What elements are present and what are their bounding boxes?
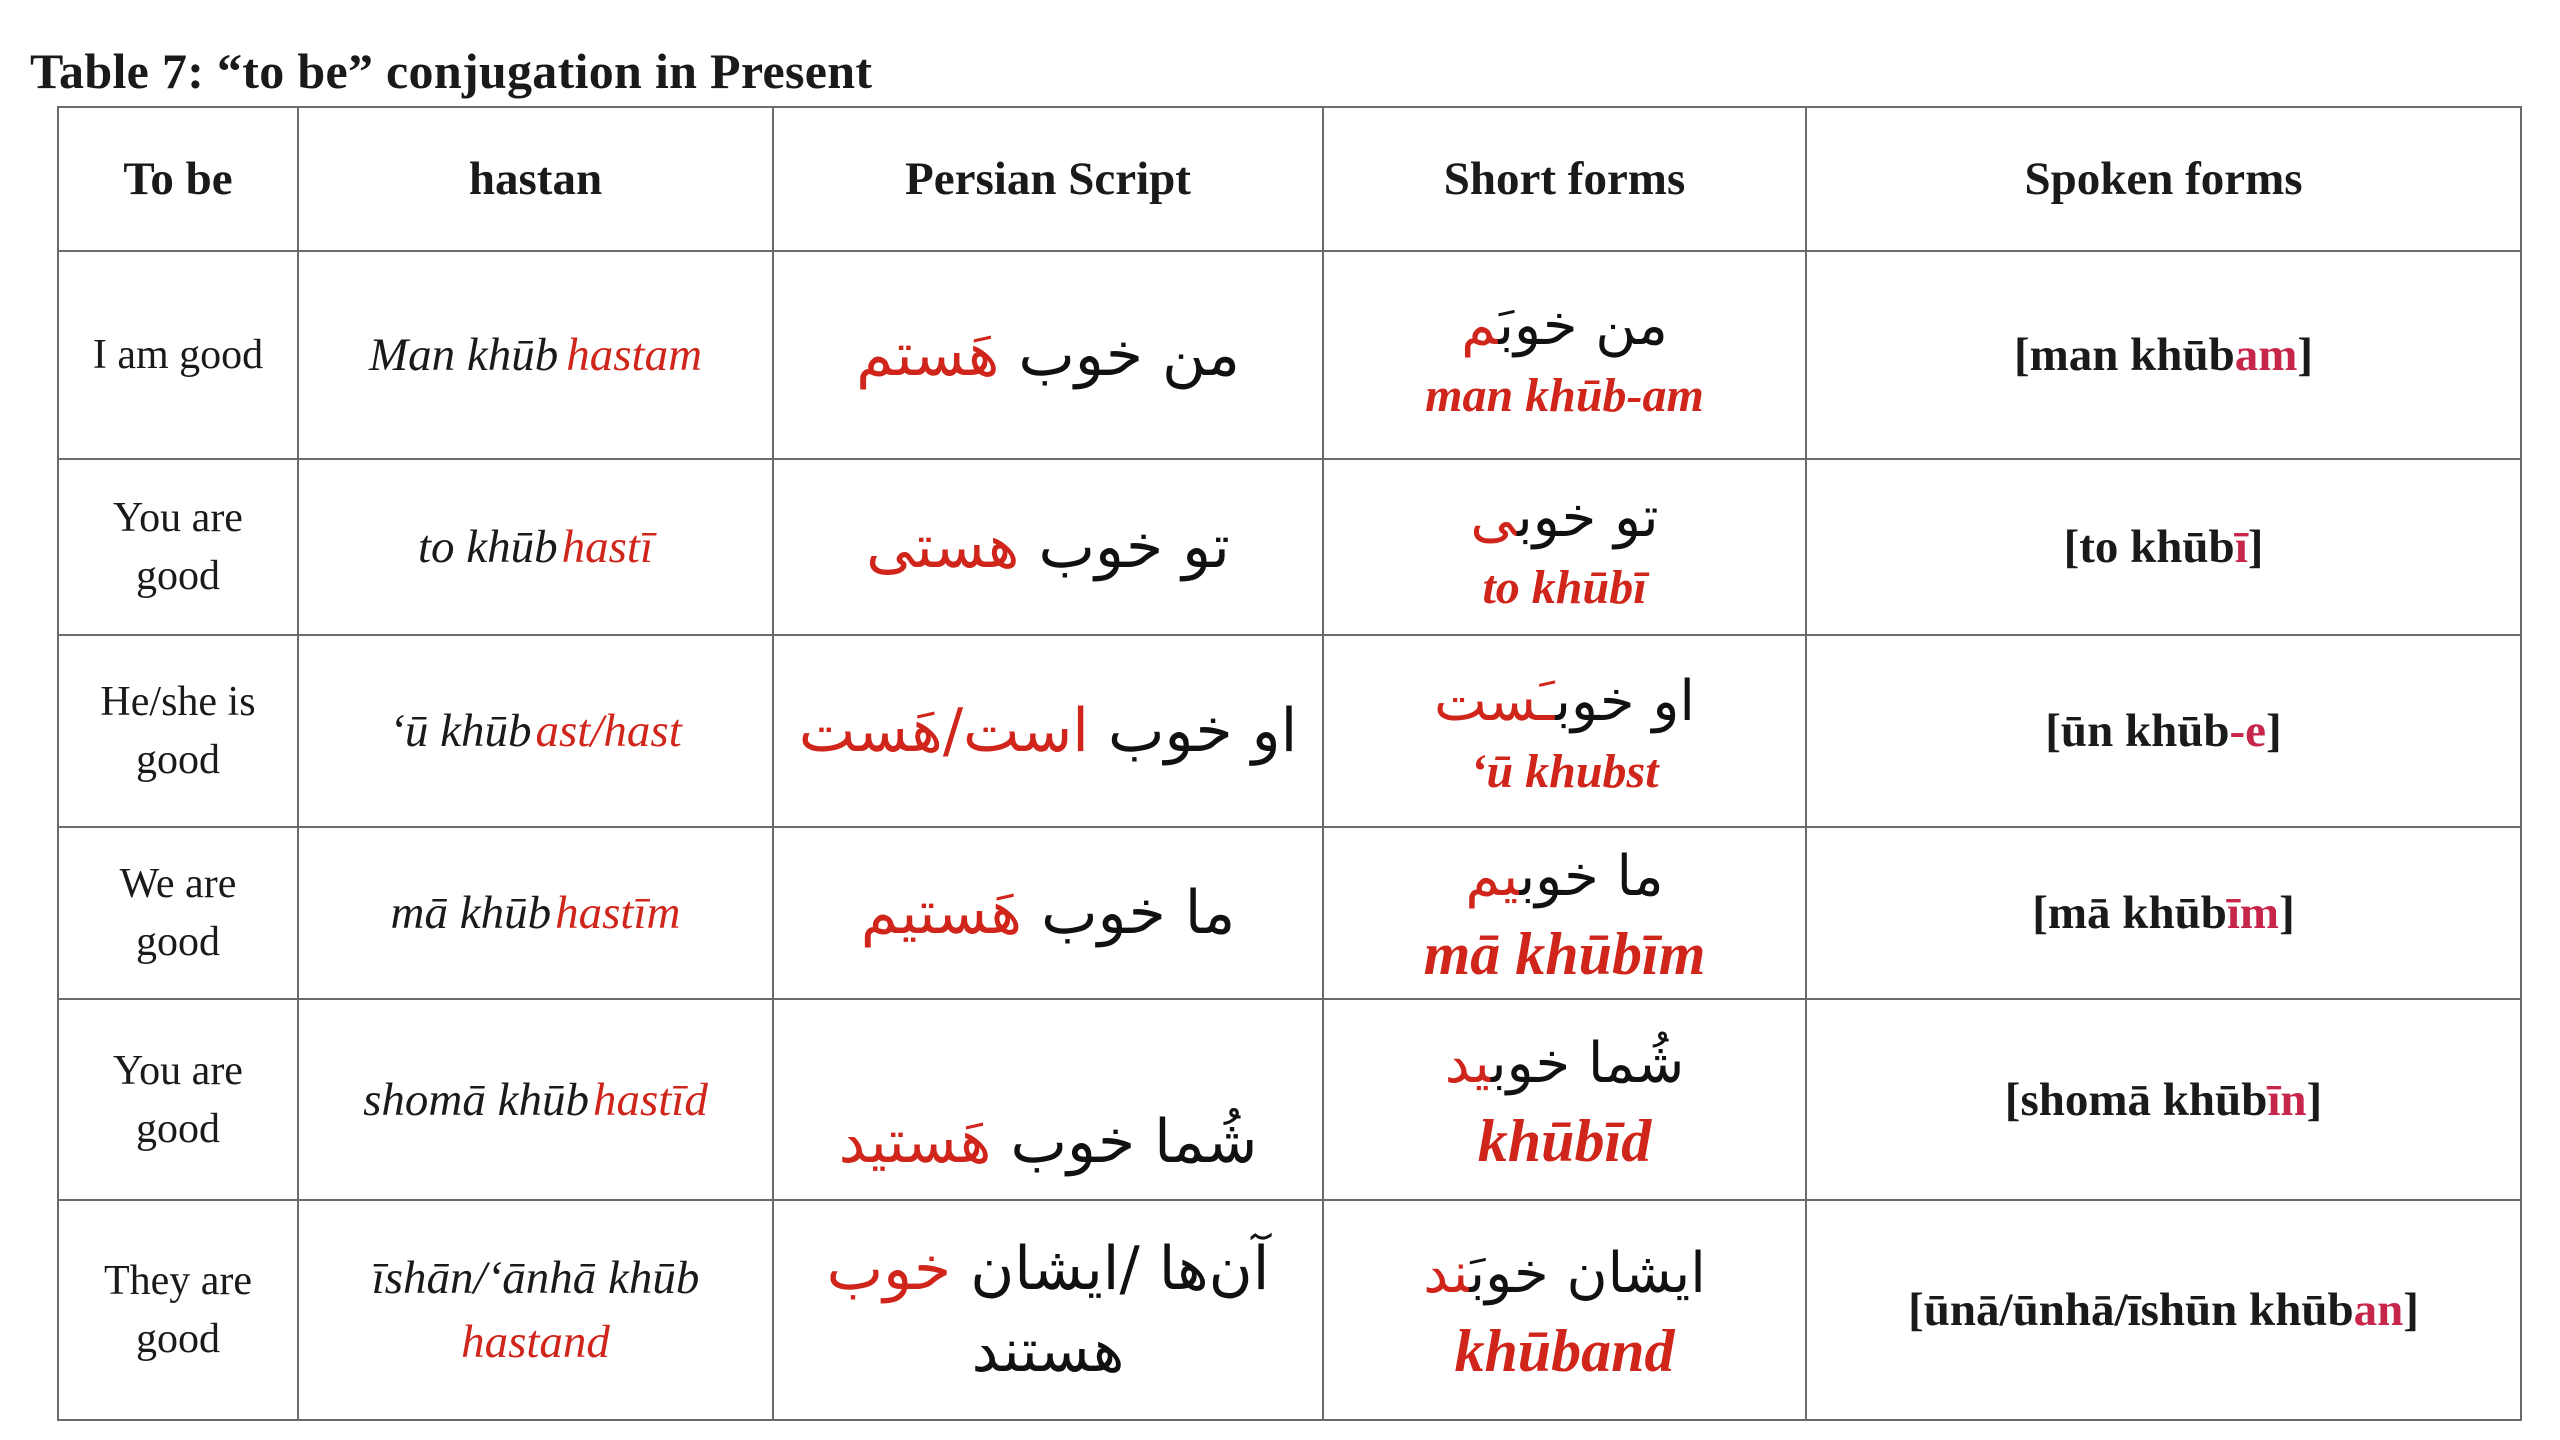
short-form-cell: من خوبَم man khūb-am xyxy=(1323,251,1806,459)
table-caption: Table 7: “to be” conjugation in Present xyxy=(30,43,873,99)
table-row xyxy=(58,827,2521,999)
persian-script-cell: آن‌ها /ایشان خوب هستند xyxy=(773,1200,1323,1420)
spoken-form-cell: [mā khūbīm] xyxy=(1806,827,2521,999)
table-row xyxy=(58,635,2521,827)
to-be-cell: They are good xyxy=(58,1200,298,1420)
header-spoken-forms: Spoken forms xyxy=(1806,107,2521,251)
to-be-cell: You are good xyxy=(58,459,298,635)
header-short-forms: Short forms xyxy=(1323,107,1806,251)
to-be-cell: He/she is good xyxy=(58,635,298,827)
persian-script-cell: او خوب است/هَست xyxy=(773,635,1323,827)
header-row xyxy=(58,107,2521,251)
header-persian-script: Persian Script xyxy=(773,107,1323,251)
short-form-cell: او خوبـَست ‘ū khubst xyxy=(1323,635,1806,827)
persian-script-cell: شُما خوب هَستید xyxy=(773,999,1323,1200)
spoken-form-cell: [shomā khūbīn] xyxy=(1806,999,2521,1200)
table-row xyxy=(58,1200,2521,1420)
spoken-form-cell: [to khūbī] xyxy=(1806,459,2521,635)
hastan-cell: īshān/‘ānhā khūb hastand xyxy=(298,1200,773,1420)
spoken-form-cell: [ūn khūb-e] xyxy=(1806,635,2521,827)
table-row xyxy=(58,459,2521,635)
header-to-be: To be xyxy=(58,107,298,251)
hastan-cell: to khūb hastī xyxy=(298,459,773,635)
short-form-cell: ایشان خوبَند khūband xyxy=(1323,1200,1806,1420)
persian-script-cell: تو خوب هستی xyxy=(773,459,1323,635)
table-row xyxy=(58,251,2521,459)
table-row xyxy=(58,999,2521,1200)
short-form-cell: شُما خوبید khūbīd xyxy=(1323,999,1806,1200)
spoken-form-cell: [ūnā/ūnhā/īshūn khūban] xyxy=(1806,1200,2521,1420)
hastan-cell: shomā khūb hastīd xyxy=(298,999,773,1200)
conjugation-table xyxy=(57,106,2522,1421)
persian-script-cell: ما خوب هَستیم xyxy=(773,827,1323,999)
to-be-cell: You are good xyxy=(58,999,298,1200)
to-be-cell: We are good xyxy=(58,827,298,999)
header-hastan: hastan xyxy=(298,107,773,251)
to-be-cell: I am good xyxy=(58,251,298,459)
persian-script-cell: من خوب هَستم xyxy=(773,251,1323,459)
short-form-cell: ما خوبیم mā khūbīm xyxy=(1323,827,1806,999)
hastan-cell: Man khūb hastam xyxy=(298,251,773,459)
hastan-cell: mā khūb hastīm xyxy=(298,827,773,999)
spoken-form-cell: [man khūbam] xyxy=(1806,251,2521,459)
hastan-cell: ‘ū khūb ast/hast xyxy=(298,635,773,827)
short-form-cell: تو خوبی to khūbī xyxy=(1323,459,1806,635)
